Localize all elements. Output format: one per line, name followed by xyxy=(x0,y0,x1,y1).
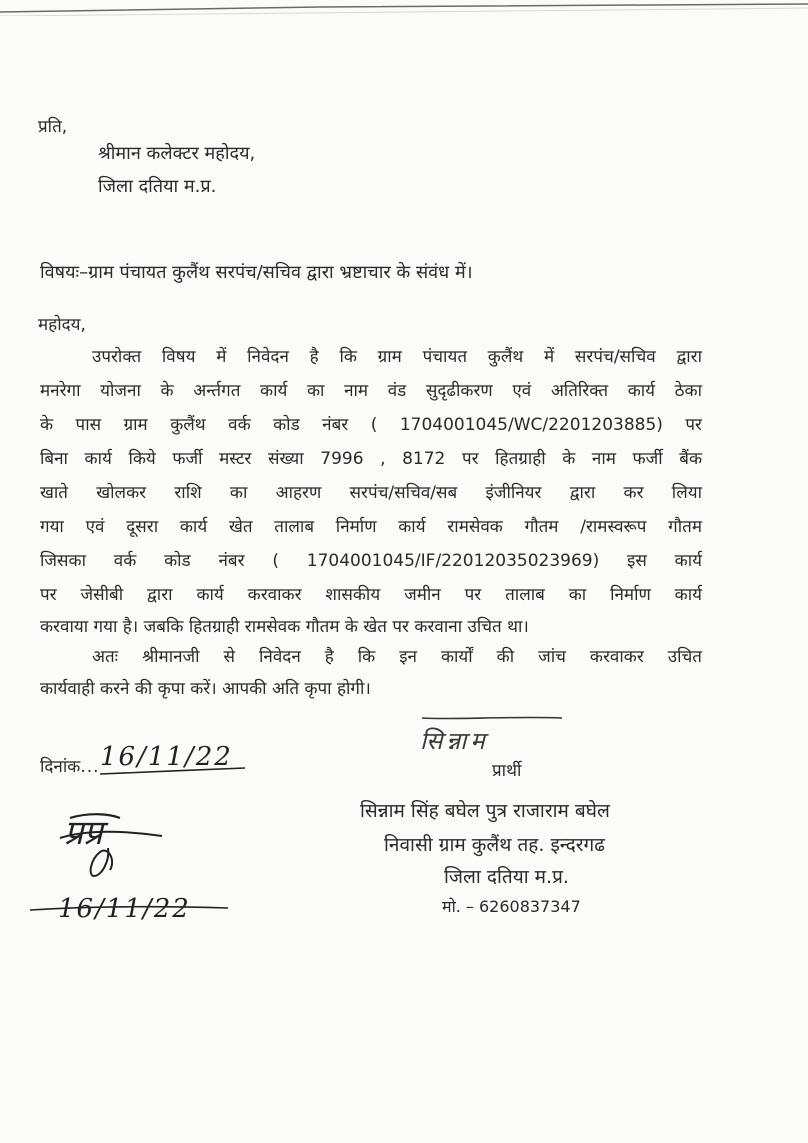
date-dots: ... xyxy=(80,757,100,777)
applicant-address: निवासी ग्राम कुलैंथ तह. इन्दरगढ xyxy=(384,834,605,856)
date-label-text: दिनांक xyxy=(40,757,81,777)
body-line: बिना कार्य किये फर्जी मस्टर संख्या 7996 , 8172 पर हितग्राही के नाम फर्जी बैंक xyxy=(40,449,702,469)
body-line: जिसका वर्क कोड नंबर ( 1704001045/IF/22012035023969) इस कार्य xyxy=(40,551,702,571)
applicant-signature: सिन्नाम xyxy=(412,712,572,762)
prati-label: प्रति, xyxy=(38,117,68,137)
subject-line: विषयः–ग्राम पंचायत कुलैंथ सरपंच/सचिव द्वारा भ्रष्टाचार के संवंध में। xyxy=(40,262,473,283)
date-label xyxy=(40,756,100,778)
body-line: खाते खोलकर राशि का आहरण सरपंच/सचिव/सब इंजीनियर द्वारा कर लिया xyxy=(40,483,702,503)
body-line: उपरोक्त विषय में निवेदन है कि ग्राम पंचायत कुलैंथ में सरपंच/सचिव द्वारा xyxy=(92,347,702,367)
handwritten-date: 16/11/22 xyxy=(100,740,250,780)
body-line: गया एवं दूसरा कार्य खेत तालाब निर्माण कार्य रामसेवक गौतम /रामस्वरूप गौतम xyxy=(40,517,702,537)
salutation: महोदय, xyxy=(38,315,86,335)
request-line: अतः श्रीमानजी से निवेदन है कि इन कार्यों की जांच करवाकर उचित xyxy=(92,647,702,667)
applicant-name: सिन्नाम सिंह बघेल पुत्र राजाराम बघेल xyxy=(360,800,610,822)
addressee-line: श्रीमान कलेक्टर महोदय, xyxy=(98,143,256,164)
applicant-district: जिला दतिया म.प्र. xyxy=(444,866,569,888)
body-line: करवाया गया है। जबकि हितग्राही रामसेवक गौतम के खेत पर करवाना उचित था। xyxy=(40,617,529,637)
addressee-district: जिला दतिया म.प्र. xyxy=(98,176,217,197)
request-line: कार्यवाही करने की कृपा करें। आपकी अति कृपा होगी। xyxy=(40,679,371,699)
applicant-mobile: मो. – 6260837347 xyxy=(442,897,581,916)
receiver-initials: प्रप्र xyxy=(50,800,210,880)
receiver-date: 16/11/22 xyxy=(30,888,230,934)
body-line: पर जेसीबी द्वारा कार्य करवाकर शासकीय जमीन पर तालाब का निर्माण कार्य xyxy=(40,585,702,605)
body-line: के पास ग्राम कुलैंथ वर्क कोड नंबर ( 1704001045/WC/2201203885) पर xyxy=(40,415,702,435)
applicant-label: प्रार्थी xyxy=(492,761,522,781)
top-edge-marks xyxy=(0,0,808,16)
body-line: मनरेगा योजना के अर्न्तगत कार्य का नाम वंड सुदृढीकरण एवं अतिरिक्त कार्य ठेका xyxy=(40,381,702,401)
